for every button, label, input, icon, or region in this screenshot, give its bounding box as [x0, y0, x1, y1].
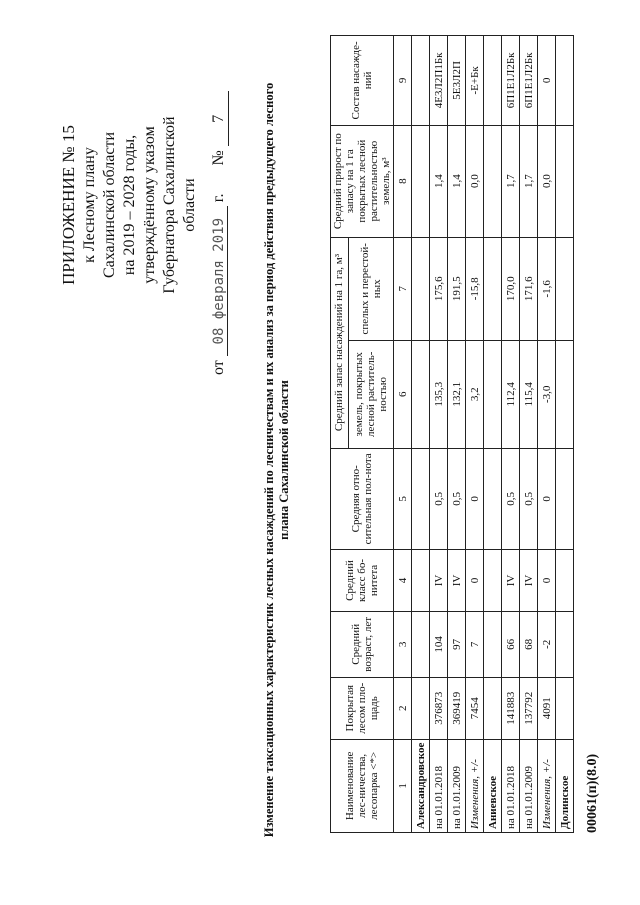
row-label: Изменения, +/-	[538, 739, 556, 832]
column-number: 5	[394, 448, 412, 550]
column-number: 7	[394, 237, 412, 341]
decree-number: 7	[210, 91, 229, 146]
table-cell	[484, 611, 502, 677]
approval-date-line	[210, 35, 229, 375]
column-number: 3	[394, 611, 412, 677]
header-density: Средняя отно-сительная пол-нота	[331, 448, 394, 550]
approval-line: к Лесному плану	[81, 147, 98, 263]
table-cell	[412, 550, 430, 612]
header-growth: Средний прирост по запасу на 1 га покрытых лесной растительностью земель, м³	[331, 125, 394, 237]
row-label: на 01.01.2018	[430, 739, 448, 832]
table-row	[448, 36, 466, 833]
table-cell	[556, 237, 574, 341]
group-row	[484, 36, 502, 833]
table-cell: 4091	[538, 677, 556, 739]
table-cell: -1,6	[538, 237, 556, 341]
table-cell: IV	[448, 550, 466, 612]
table-cell: 171,6	[520, 237, 538, 341]
date-prefix: от	[210, 360, 227, 375]
table-cell: -Е+Бк	[466, 36, 484, 126]
header-name: Наименование лес-ничества, лесопарка <*>	[331, 739, 394, 832]
table-cell: 137792	[520, 677, 538, 739]
change-row	[538, 36, 556, 833]
table-row	[430, 36, 448, 833]
table-cell: 5Е3Л2П	[448, 36, 466, 126]
table-cell	[484, 677, 502, 739]
approval-line: Сахалинской области	[101, 131, 118, 279]
table-cell: 3,2	[466, 341, 484, 449]
approval-line: утверждённому указом	[141, 126, 158, 284]
table-cell: 68	[520, 611, 538, 677]
column-number: 4	[394, 550, 412, 612]
table-cell: 191,5	[448, 237, 466, 341]
header-stock-mature: спелых и перестой-ных	[348, 237, 394, 341]
table-cell	[412, 611, 430, 677]
row-label: на 01.01.2018	[502, 739, 520, 832]
table-cell: 0	[538, 36, 556, 126]
table-cell: 141883	[502, 677, 520, 739]
table-cell: -2	[538, 611, 556, 677]
header-bonitet: Средний класс бо-нитета	[331, 550, 394, 612]
table-heading: Изменение таксационных характеристик лесных насаждений по лесничествам и их анализ за период действия предыдущего лесного плана Сахалинской области	[262, 82, 291, 838]
approval-date: 08 февраля 2019	[211, 206, 228, 356]
table-cell: -15,8	[466, 237, 484, 341]
table-cell	[412, 448, 430, 550]
row-label: на 01.01.2009	[448, 739, 466, 832]
table-cell: 0	[538, 448, 556, 550]
row-label: Александровское	[412, 739, 430, 832]
table-cell: 0,0	[538, 125, 556, 237]
header-stock-group: Средний запас насаждений на 1 га, м³	[331, 237, 349, 448]
table-cell	[556, 125, 574, 237]
number-sign: №	[210, 150, 227, 166]
table-cell	[556, 341, 574, 449]
table-row	[520, 36, 538, 833]
table-cell: 1,7	[520, 125, 538, 237]
table-cell: 115,4	[520, 341, 538, 449]
table-cell	[484, 550, 502, 612]
approval-block	[58, 40, 200, 370]
table-cell: 175,6	[430, 237, 448, 341]
form-code: 00061(п)(8.0)	[585, 753, 600, 833]
table-cell: 132,1	[448, 341, 466, 449]
table-cell	[412, 125, 430, 237]
taxation-table	[330, 35, 574, 833]
column-number: 1	[394, 739, 412, 832]
approval-line: области	[181, 178, 198, 232]
row-label: на 01.01.2009	[520, 739, 538, 832]
table-cell: 369419	[448, 677, 466, 739]
table-cell: 97	[448, 611, 466, 677]
table-cell: 112,4	[502, 341, 520, 449]
table-cell: 1,4	[448, 125, 466, 237]
column-number: 9	[394, 36, 412, 126]
table-cell	[484, 36, 502, 126]
table-cell: 135,3	[430, 341, 448, 449]
table-cell	[556, 550, 574, 612]
approval-line: на 2019 – 2028 годы,	[121, 134, 138, 276]
table-cell: 0	[466, 550, 484, 612]
table-cell: 4Е3Л2П1Бк	[430, 36, 448, 126]
table-cell: 0,5	[520, 448, 538, 550]
row-label: Аниевское	[484, 739, 502, 832]
table-cell: 6П1Е1Л2Бк	[520, 36, 538, 126]
column-number: 8	[394, 125, 412, 237]
header-age: Средний возраст, лет	[331, 611, 394, 677]
table-cell	[412, 237, 430, 341]
group-row	[412, 36, 430, 833]
table-cell: 66	[502, 611, 520, 677]
table-cell: 0	[466, 448, 484, 550]
table-cell: IV	[520, 550, 538, 612]
table-cell: 376873	[430, 677, 448, 739]
table-cell: 0,5	[430, 448, 448, 550]
header-stock-forested: земель, покрытых лесной раститель-ностью	[348, 341, 394, 449]
table-cell	[556, 448, 574, 550]
approval-line: Губернатора Сахалинской	[161, 116, 178, 294]
group-row	[556, 36, 574, 833]
table-cell: 0	[538, 550, 556, 612]
table-cell	[556, 677, 574, 739]
header-area: Покрытая лесом пло-щадь	[331, 677, 394, 739]
table-row	[502, 36, 520, 833]
table-cell: IV	[502, 550, 520, 612]
table-cell	[556, 611, 574, 677]
table-cell: 6П1Е1Л2Бк	[502, 36, 520, 126]
table-cell: 104	[430, 611, 448, 677]
table-cell	[556, 36, 574, 126]
appendix-title: ПРИЛОЖЕНИЕ № 15	[59, 125, 78, 285]
row-label: Изменения, +/-	[466, 739, 484, 832]
table-cell	[412, 36, 430, 126]
table-cell: 0,0	[466, 125, 484, 237]
table-cell: 1,7	[502, 125, 520, 237]
table-cell	[412, 677, 430, 739]
row-label: Долинское	[556, 739, 574, 832]
table-cell	[484, 125, 502, 237]
change-row	[466, 36, 484, 833]
table-cell: 7454	[466, 677, 484, 739]
table-cell: 1,4	[430, 125, 448, 237]
table-cell: 7	[466, 611, 484, 677]
table-cell: -3,0	[538, 341, 556, 449]
column-number: 2	[394, 677, 412, 739]
table-body	[412, 36, 574, 833]
date-suffix: г.	[210, 193, 227, 203]
table-cell: IV	[430, 550, 448, 612]
table-cell	[484, 448, 502, 550]
table-cell: 0,5	[448, 448, 466, 550]
column-number: 6	[394, 341, 412, 449]
table-cell: 0,5	[502, 448, 520, 550]
table-cell	[484, 237, 502, 341]
table-cell	[484, 341, 502, 449]
table-cell	[412, 341, 430, 449]
header-composition: Состав насажде-ний	[331, 36, 394, 126]
table-cell: 170,0	[502, 237, 520, 341]
